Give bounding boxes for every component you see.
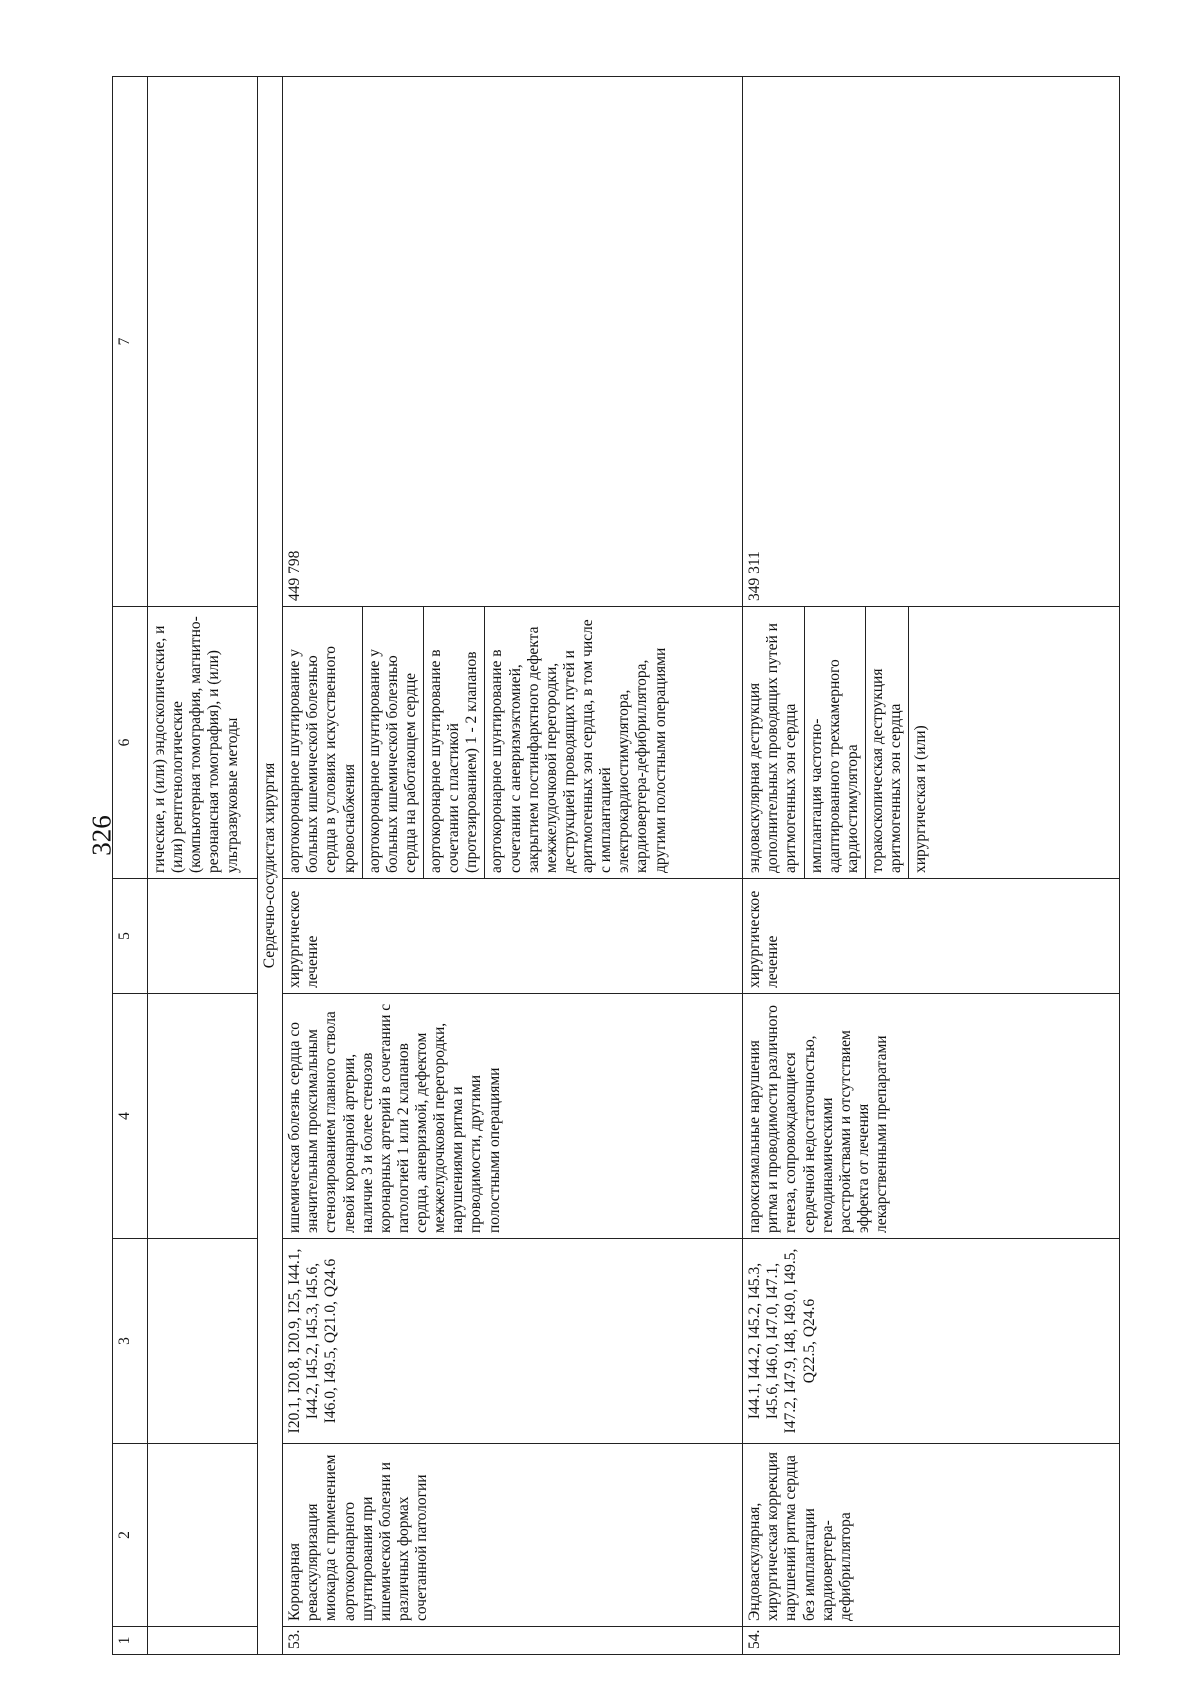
continuation-row [148,77,258,1655]
method-item: аортокоронарное шунтирование в сочетании с аневризмэктомией, закрытием постинфарктного дефекта межжелудочковой перегородки, деструкцией проводящих путей и аритмогенных зон сердца, в том числе с имплантацией электрокардиостимулятора, кардиовертера-дефибриллятора, другими полостными операциями [485,607,673,878]
method-item: аортокоронарное шунтирование в сочетании с пластикой (протезированием) 1 - 2 клапанов [424,607,485,878]
header-col-5: 5 [113,879,148,994]
header-col-7: 7 [113,77,148,607]
table-row [743,77,1120,1655]
row-cost: 349 311 [743,77,1120,607]
continuation-methods: гические, и (или) эндоскопические, и (или) рентгенологические (компьютерная томография, магнитно-резонансная томография), и (или) ультразвуковые методы [148,607,258,879]
method-item: аортокоронарное шунтирование у больных ишемической болезнью сердца в условиях искусственного кровоснабжения [286,645,358,873]
row-name: Эндоваскулярная, хирургическая коррекция нарушений ритма сердца без имплантации кардиовертера-дефибриллятора [743,1444,1120,1627]
header-col-4: 4 [113,994,148,1239]
rotated-table-container [112,77,1120,1655]
method-item: хирургическая и (или) [909,607,934,878]
header-col-6: 6 [113,607,148,879]
header-row [113,77,148,1655]
header-col-3: 3 [113,1239,148,1444]
services-table [112,76,1120,1655]
page-number: 326 [86,815,117,856]
row-treatment: хирургическое лечение [283,879,743,994]
row-model: ишемическая болезнь сердца со значительным проксимальным стенозированием главного ствола левой коронарной артерии, наличие 3 и более стенозов коронарных артерий в сочетании с патологией 1 или 2 клапанов сердца, аневризмой, дефектом межжелудочковой перегородки, нарушениями ритма и проводимости, другими полостными операциями [283,994,743,1239]
row-number: 53. [283,1627,743,1655]
section-title: Сердечно-сосудистая хирургия [258,77,283,1655]
row-treatment: хирургическое лечение [743,879,1120,994]
row-cost: 449 798 [283,77,743,607]
table-row [283,77,743,1655]
section-row [258,77,283,1655]
row-model: пароксизмальные нарушения ритма и проводимости различного генеза, сопровождающиеся сердечной недостаточностью, гемодинамическими расстройствами и отсутствием эффекта от лечения лекарственными препаратами [743,994,1120,1239]
row-methods [283,607,743,879]
method-item: имплантация частотно-адаптированного трехкамерного кардиостимулятора [804,607,865,878]
row-name: Коронарная реваскуляризация миокарда с применением аортокоронарного шунтирования при ишемической болезни и различных формах сочетанной патологии [283,1444,743,1627]
row-codes: I20.1, I20.8, I20.9, I25, I44.1, I44.2, I45.2, I45.3, I45.6, I46.0, I49.5, Q21.0, Q24.6 [283,1239,743,1444]
header-col-1: 1 [113,1627,148,1655]
header-col-2: 2 [113,1444,148,1627]
row-codes: I44.1, I44.2, I45.2, I45.3, I45.6, I46.0, I47.0, I47.1, I47.2, I47.9, I48, I49.0, I49.5, Q22.5, Q24.6 [743,1239,1120,1444]
row-methods [743,607,1120,879]
row-number: 54. [743,1627,1120,1655]
method-item: аортокоронарное шунтирование у больных ишемической болезнью сердца на работающем сердце [362,607,423,878]
method-item: торакоскопическая деструкция аритмогенных зон сердца [865,607,908,878]
method-item: эндоваскулярная деструкция дополнительных проводящих путей и аритмогенных зон сердца [746,623,800,873]
